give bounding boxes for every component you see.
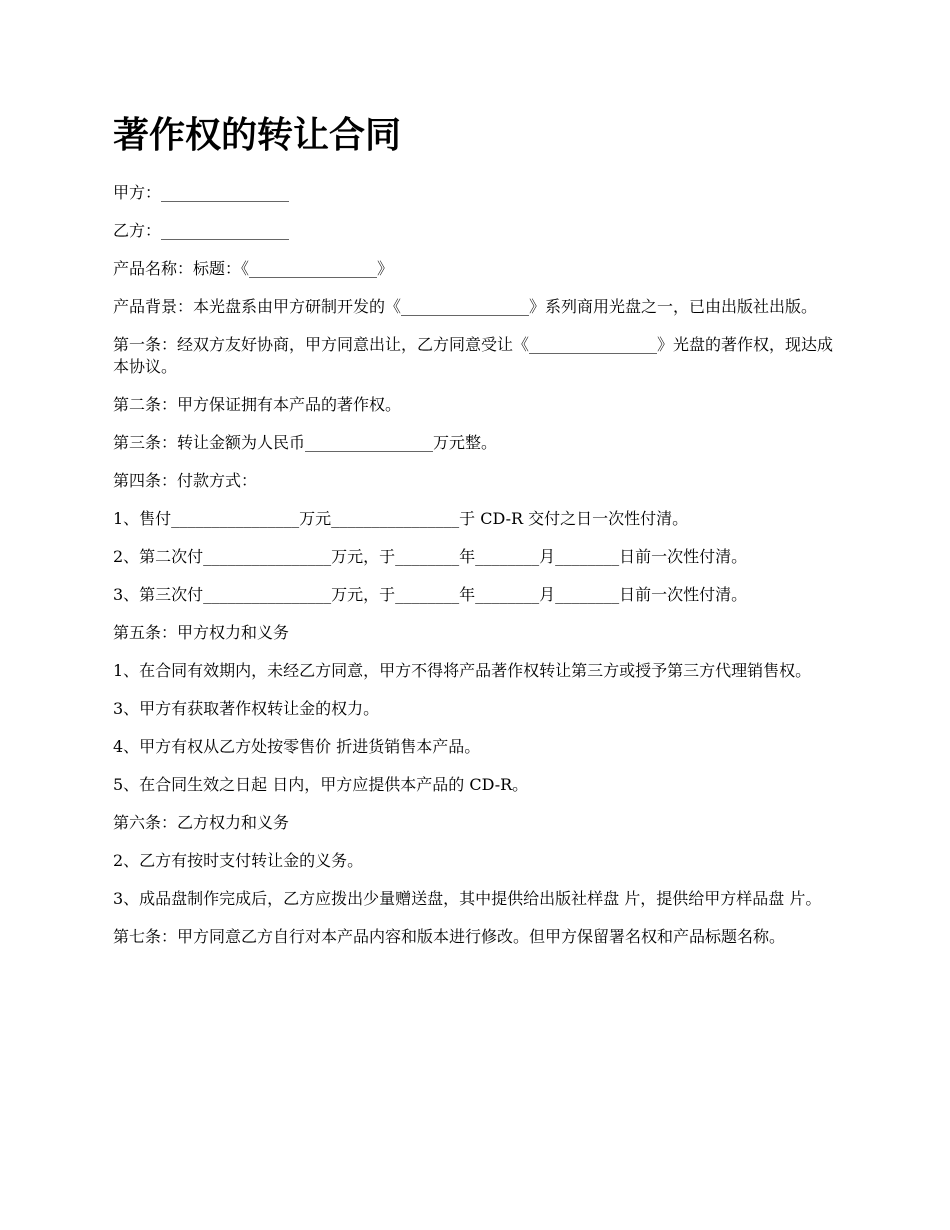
article-2: 第二条：甲方保证拥有本产品的著作权。: [113, 395, 402, 414]
article-3: 第三条：转让金额为人民币________________万元整。: [113, 433, 498, 452]
party-b-line: 乙方：________________: [113, 221, 290, 240]
article-5-item-3: 3、甲方有获取著作权转让金的权力。: [113, 699, 380, 718]
article-6-item-2: 2、乙方有按时支付转让金的义务。: [113, 851, 364, 870]
document-page: [113, 112, 843, 964]
article-5-item-1: 1、在合同有效期内，未经乙方同意，甲方不得将产品著作权转让第三方或授予第三方代理销售权。: [113, 661, 812, 680]
article-1: 第一条：经双方友好协商，甲方同意出让，乙方同意受让《________________》光盘的著作权，现达成本协议。: [113, 335, 834, 376]
article-4-heading: 第四条：付款方式：: [113, 471, 258, 490]
article-7: 第七条：甲方同意乙方自行对本产品内容和版本进行修改。但甲方保留署名权和产品标题名称。: [113, 927, 786, 946]
payment-item-2: 2、第二次付________________万元，于________年________月________日前一次性付清。: [113, 547, 748, 566]
article-6-item-3: 3、成品盘制作完成后，乙方应拨出少量赠送盘，其中提供给出版社样盘 片，提供给甲方样品盘 片。: [113, 889, 822, 908]
party-a-line: 甲方：________________: [113, 183, 290, 202]
product-name-line: 产品名称：标题：《________________》: [113, 259, 394, 278]
document-title: 著作权的转让合同: [113, 115, 402, 156]
article-5-heading: 第五条：甲方权力和义务: [113, 623, 290, 642]
payment-item-1: 1、售付________________万元________________于 CD-R 交付之日一次性付清。: [113, 509, 689, 528]
article-5-item-4: 4、甲方有权从乙方处按零售价 折进货销售本产品。: [113, 737, 481, 756]
payment-item-3: 3、第三次付________________万元，于________年________月________日前一次性付清。: [113, 585, 748, 604]
article-6-heading: 第六条：乙方权力和义务: [113, 813, 290, 832]
product-background: 产品背景：本光盘系由甲方研制开发的《________________》系列商用光盘之一，已由出版社出版。: [113, 297, 818, 316]
article-5-item-5: 5、在合同生效之日起 日内，甲方应提供本产品的 CD-R。: [113, 775, 529, 794]
